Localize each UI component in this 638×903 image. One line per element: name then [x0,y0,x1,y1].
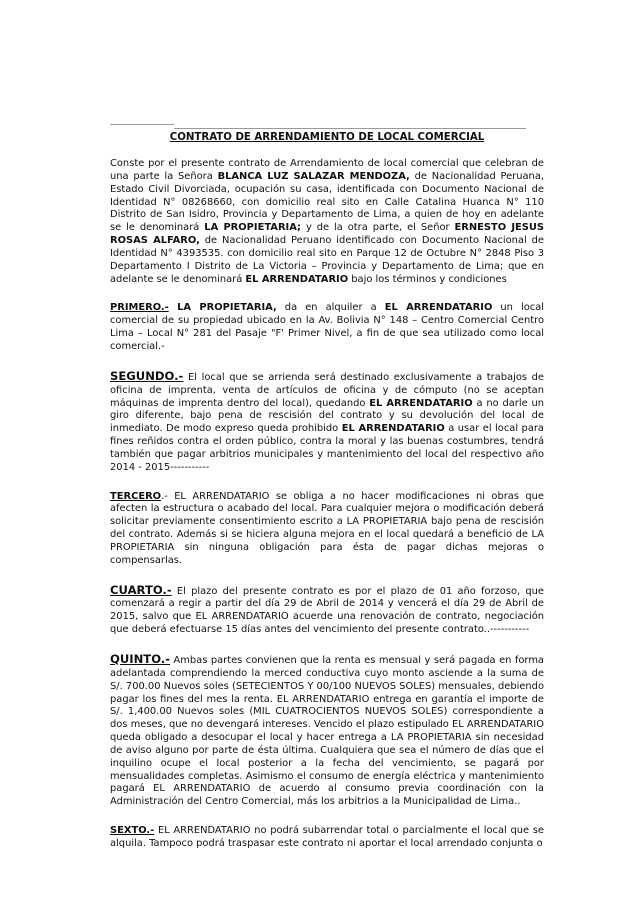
clause-tercero [110,491,544,568]
clause-segundo-bold-2: EL ARRENDATARIO [341,423,445,435]
clause-primero-bold-1: LA PROPIETARIA, [168,302,277,314]
clause-sexto-heading: SEXTO.- [110,825,155,837]
intro-text-3: y de la otra parte, el Señor [301,222,455,234]
clause-primero [110,302,544,353]
clause-segundo [110,370,544,475]
clause-cuarto-heading: CUARTO.- [110,582,172,597]
intro-bold-1: BLANCA LUZ SALAZAR MENDOZA, [217,170,410,182]
clause-primero-text-1: da en alquiler a [276,302,385,314]
intro-paragraph [110,158,544,286]
clause-quinto-text-1: Ambas partes convienen que la renta es mensual y será pagada en forma adelantada comprendiendo la merced conductiva cuyo monto asciende a la suma de S/. 700.00 Nuevos soles (SETECIENTOS Y 00/100 NUEVOS SOLES) mensuales, debiendo pagar los fines del mes la renta. EL ARRENDATARIO entrega en garantía el importe de S/. 1,400.00 Nuevos soles (MIL CUATROCIENTOS NUEVOS SOLES) correspondiente a dos meses, que no devengará intereses. Vencido el plazo estipulado EL ARRENDATARIO queda obligado a desocupar el local y hacer entrega a LA PROPIETARIA sin necesidad de aviso alguno por parte de ésta última. Cualquiera que sea el número de días que el inquilino ocupe el local posterior a la fecha del vencimiento, se pagará por mensualidades completas. Asimismo el consumo de energía eléctrica y mantenimiento pagará EL ARRENDATARIO de acuerdo al consumo previa coordinación con la Administración del Centro Comercial, más los arbitrios a la Municipalidad de Lima.. [110,655,544,808]
clause-cuarto-text-1: El plazo del presente contrato es por el plazo de 01 año forzoso, que comenzará a regir a partir del día 29 de Abril de 2014 y vencerá el día 29 de Abril de 2015, salvo que EL ARRENDATARIO acuerde una renovación de contrato, negociación que deberá efectuarse 15 días antes del vencimiento del presente contrato..----------- [110,585,544,636]
clause-primero-bold-2: EL ARRENDATARIO [384,302,493,314]
intro-text-1: Conste por el presente contrato de Arrendamiento de local comercial que celebran de una parte la Señora [110,158,544,182]
clause-segundo-bold-1: EL ARRENDATARIO [369,397,473,409]
clause-segundo-text-2: a no darle un giro diferente, bajo pena de rescisión del contrato y su devolución del local de inmediato. De modo expreso queda prohibido [110,397,544,435]
clause-segundo-heading: SEGUNDO.- [110,368,184,383]
clause-tercero-heading: TERCERO [110,490,162,502]
header-rule-left [110,124,174,125]
document-title: CONTRATO DE ARRENDAMIENTO DE LOCAL COMERCIAL [169,132,485,143]
clause-segundo-text-3: a usar el local para fines reñidos contra el orden público, contra la moral y las buenas costumbres, tendrá también que pagar arbitrios municipales y mantenimiento del local del respectivo año 2014 - 2015----------- [110,423,544,473]
clause-quinto-heading: QUINTO.- [110,652,171,666]
clause-primero-text-2: un local comercial de su propiedad ubicado en la Av. Bolivia N° 148 – Centro Comercial Centro Lima – Local N° 281 del Pasaje "F' Primer Nivel, a fin de que sea utilizado como local comercial.- [110,302,544,352]
clause-cuarto [110,584,544,637]
clause-quinto [110,653,544,809]
intro-text-4: de Nacionalidad Peruano identificado con Documento Nacional de Identidad N° 4393535. con domicilio real sito en Parque 12 de Octubre N° 2848 Piso 3 Departamento I Distrito de La Victoria – Provincia y Departamento de Lima; que en adelante se le denominará [110,235,544,285]
intro-bold-2: LA PROPIETARIA; [204,222,302,234]
intro-text-5: bajo los términos y condiciones [348,273,507,285]
header-rule-right [174,128,526,129]
intro-bold-4: EL ARRENDATARIO [245,273,349,285]
intro-text-2: de Nacionalidad Peruana, Estado Civil Divorciada, ocupación su casa, identificada con Documento Nacional de Identidad N° 08268660, con domicilio real sito en Calle Catalina Huanca N° 110 Distrito de San Isidro, Provincia y Departamento de Lima, a quien de hoy en adelante se le denominará [110,170,545,234]
clause-primero-heading: PRIMERO.- [110,302,169,314]
clause-sexto-text-1: EL ARRENDATARIO no podrá subarrendar total o parcialmente el local que se alquila. Tampoco podrá traspasar este contrato ni aportar el local arrendado conjunta o [110,825,544,849]
clause-segundo-text-1: El local que se arrienda será destinado exclusivamente a trabajos de oficina de imprenta, venta de artículos de oficina y de cómputo (no se aceptan máquinas de imprenta dentro del local), quedando [110,371,544,409]
document-body [110,131,544,867]
clause-tercero-text-1: .- EL ARRENDATARIO se obliga a no hacer modificaciones ni obras que afecten la estructura o acabado del local. Para cualquier mejora o modificación deberá solicitar previamente consentimiento escrito a LA PROPIETARIA bajo pena de rescisión del contrato. Además si se hiciera alguna mejora en el local quedará a beneficio de LA PROPIETARIA sin ninguna obligación para ésta de pagar dichas mejoras o compensarlas. [110,490,544,566]
clause-sexto [110,825,544,851]
intro-bold-3: ERNESTO JESUS ROSAS ALFARO, [110,222,544,247]
